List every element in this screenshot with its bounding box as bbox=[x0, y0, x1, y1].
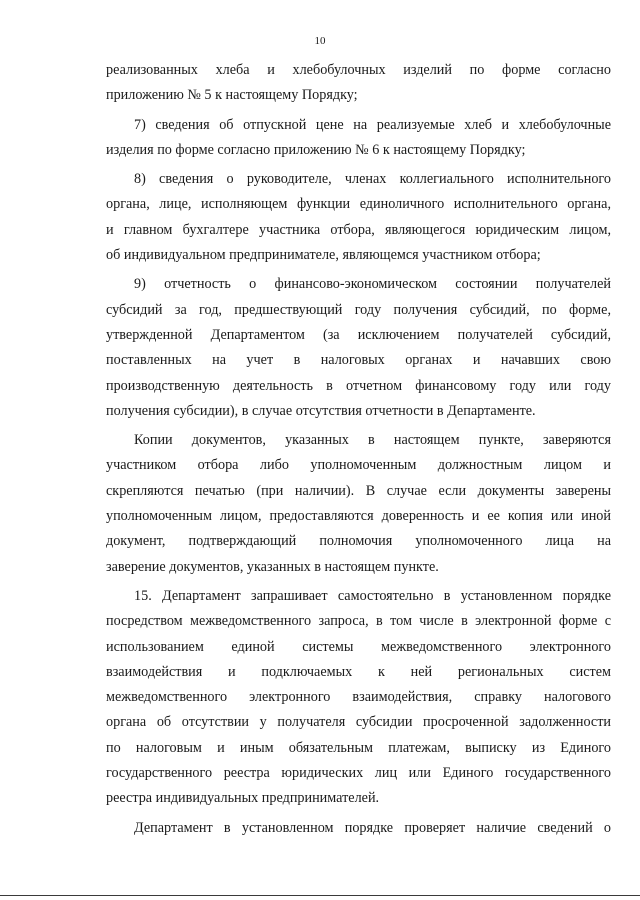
paragraph-department-check bbox=[106, 816, 611, 841]
text-line: получения субсидии), в случае отсутствия отчетности в Департаменте. bbox=[106, 402, 536, 419]
paragraph-item-9 bbox=[106, 272, 611, 424]
page-number: 10 bbox=[314, 35, 326, 47]
text-line: заверение документов, указанных в настоящем пункте. bbox=[106, 558, 439, 575]
text-line: органа об отсутствии у получателя субсидии просроченной задолженности bbox=[106, 714, 611, 731]
text-line: приложению № 5 к настоящему Порядку; bbox=[106, 87, 358, 104]
text-line: использованием единой системы межведомственного электронного bbox=[106, 638, 611, 655]
text-line: документ, подтверждающий полномочия уполномоченного лица на bbox=[106, 533, 611, 550]
text-line: реализованных хлеба и хлебобулочных изделий по форме согласно bbox=[106, 62, 611, 78]
paragraph-continuation bbox=[106, 58, 611, 109]
paragraph-item-15 bbox=[106, 584, 611, 812]
page-bottom-divider bbox=[0, 895, 640, 896]
document-body bbox=[106, 58, 611, 841]
text-line: по налоговым и иным обязательным платежам, выписку из Единого bbox=[106, 739, 611, 756]
text-line: государственного реестра юридических лиц или Единого государственного bbox=[106, 765, 611, 782]
paragraph-copies bbox=[106, 428, 611, 580]
text-line: органа, лице, исполняющем функции единоличного исполнительного органа, bbox=[106, 196, 611, 213]
text-line: участником отбора либо уполномоченным должностным лицом и bbox=[106, 457, 611, 474]
paragraph-item-7 bbox=[106, 113, 611, 164]
text-line: производственную деятельность в отчетном финансовому году или году bbox=[106, 377, 611, 394]
text-line: 7) сведения об отпускной цене на реализуемые хлеб и хлебобулочные bbox=[134, 116, 611, 133]
text-line: изделия по форме согласно приложению № 6 к настоящему Порядку; bbox=[106, 141, 526, 158]
text-line: скрепляются печатью (при наличии). В случае если документы заверены bbox=[106, 482, 611, 499]
text-line: 8) сведения о руководителе, членах коллегиального исполнительного bbox=[134, 171, 611, 188]
text-line: взаимодействия и подключаемых к ней региональных систем bbox=[106, 663, 611, 680]
text-line: поставленных на учет в налоговых органах и начавших свою bbox=[106, 352, 611, 369]
paragraph-item-8 bbox=[106, 167, 611, 268]
text-line: 15. Департамент запрашивает самостоятельно в установленном порядке bbox=[134, 587, 611, 604]
text-line: уполномоченным лицом, предоставляются доверенность и ее копия или иной bbox=[106, 508, 611, 525]
text-line: реестра индивидуальных предпринимателей. bbox=[106, 790, 380, 807]
text-line: субсидий за год, предшествующий году получения субсидий, по форме, bbox=[106, 301, 611, 318]
text-line: Копии документов, указанных в настоящем пункте, заверяются bbox=[134, 432, 611, 449]
text-line: и главном бухгалтере участника отбора, являющегося юридическим лицом, bbox=[106, 221, 611, 238]
text-line: Департамент в установленном порядке проверяет наличие сведений о bbox=[134, 819, 611, 836]
text-line: об индивидуальном предпринимателе, являющемся участником отбора; bbox=[106, 247, 541, 264]
text-line: 9) отчетность о финансово-экономическом состоянии получателей bbox=[134, 276, 611, 293]
text-line: межведомственного электронного взаимодействия, справку налогового bbox=[106, 689, 611, 706]
text-line: посредством межведомственного запроса, в том числе в электронной форме с bbox=[106, 613, 611, 630]
text-line: утвержденной Департаментом (за исключением получателей субсидий, bbox=[106, 326, 611, 343]
